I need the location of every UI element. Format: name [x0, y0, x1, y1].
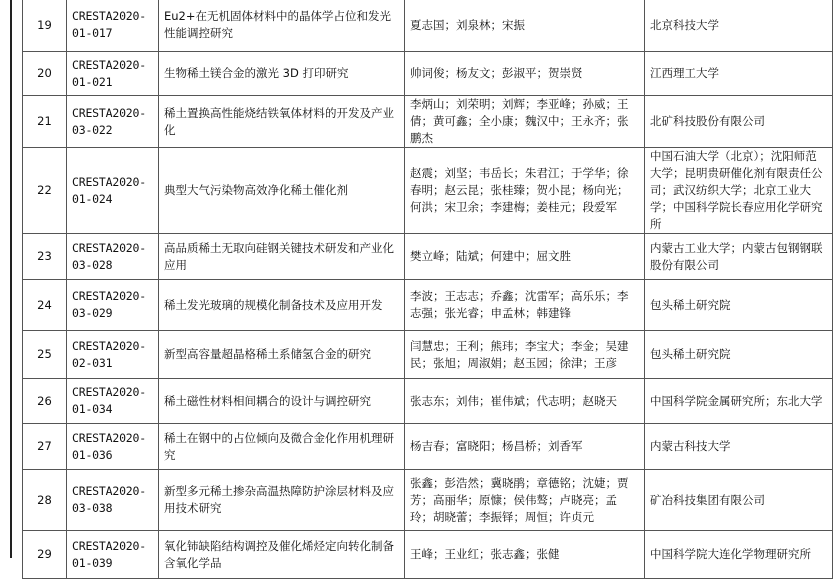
- authors-cell: 李波；王志志；乔鑫；沈雷军；高乐乐；李志强；张光睿；申孟林；韩建锋: [405, 280, 645, 331]
- authors-cell: 王峰；王业红；张志鑫；张健: [405, 531, 645, 579]
- table-row: [23, 52, 833, 96]
- project-code-cell: [67, 331, 159, 379]
- row-number-cell: 29: [23, 531, 67, 579]
- row-number-cell: 24: [23, 280, 67, 331]
- project-code-cell: [67, 234, 159, 280]
- table-row: [23, 280, 833, 331]
- table-row: [23, 531, 833, 579]
- project-code-suffix: 01-024: [72, 191, 113, 206]
- row-number-cell: 21: [23, 96, 67, 148]
- project-code-prefix: CRESTA2020-: [72, 9, 146, 23]
- row-number-cell: 27: [23, 424, 67, 470]
- project-code-suffix: 03-028: [72, 257, 113, 272]
- table-row: [23, 0, 833, 52]
- table-row: [23, 470, 833, 531]
- project-name-cell: 新型多元稀土掺杂高温热障防护涂层材料及应用技术研究: [159, 470, 405, 531]
- project-code-cell: [67, 379, 159, 424]
- organizations-cell: 北京科技大学: [645, 0, 833, 52]
- row-number-cell: 20: [23, 52, 67, 96]
- authors-cell: 张志东；刘伟；崔伟斌；代志明；赵晓天: [405, 379, 645, 424]
- table-row: [23, 424, 833, 470]
- table-row: [23, 234, 833, 280]
- project-name-cell: 高品质稀土无取向硅钢关键技术研发和产业化应用: [159, 234, 405, 280]
- authors-cell: 杨吉春；富晓阳；杨昌桥；刘香军: [405, 424, 645, 470]
- row-number-cell: 26: [23, 379, 67, 424]
- organizations-cell: 内蒙古科技大学: [645, 424, 833, 470]
- row-number-cell: 22: [23, 148, 67, 234]
- project-code-prefix: CRESTA2020-: [72, 385, 146, 399]
- page-left-rule: [10, 0, 12, 558]
- table-row: [23, 331, 833, 379]
- project-code-suffix: 01-034: [72, 402, 113, 416]
- row-number-cell: 25: [23, 331, 67, 379]
- organizations-cell: 中国科学院金属研究所；东北大学: [645, 379, 833, 424]
- organizations-cell: 包头稀土研究院: [645, 280, 833, 331]
- project-code-prefix: CRESTA2020-: [72, 538, 146, 553]
- row-number-cell: 23: [23, 234, 67, 280]
- project-code-prefix: CRESTA2020-: [72, 57, 146, 72]
- table-row: [23, 96, 833, 148]
- project-name-cell: 稀土在钢中的占位倾向及微合金化作用机理研究: [159, 424, 405, 470]
- project-code-cell: [67, 470, 159, 531]
- award-table-body: [23, 0, 833, 579]
- authors-cell: 李炳山；刘荣明；刘辉；李亚峰；孙威；王倩；黄可鑫；全小康；魏汉中；王永齐；张鹏杰: [405, 96, 645, 148]
- project-name-cell: 稀土磁性材料相间耦合的设计与调控研究: [159, 379, 405, 424]
- organizations-cell: 北矿科技股份有限公司: [645, 96, 833, 148]
- authors-cell: 樊立峰；陆斌；何建中；屈文胜: [405, 234, 645, 280]
- project-code-cell: [67, 0, 159, 52]
- project-code-cell: [67, 52, 159, 96]
- organizations-cell: 中国科学院大连化学物理研究所: [645, 531, 833, 579]
- project-name-cell: 稀土发光玻璃的规模化制备技术及应用开发: [159, 280, 405, 331]
- authors-cell: 帅词俊；杨友文；彭淑平；贺崇贤: [405, 52, 645, 96]
- project-code-prefix: CRESTA2020-: [72, 105, 146, 120]
- organizations-cell: 包头稀土研究院: [645, 331, 833, 379]
- organizations-cell: 内蒙古工业大学；内蒙古包钢钢联股份有限公司: [645, 234, 833, 280]
- row-number-cell: 19: [23, 0, 67, 52]
- project-code-suffix: 03-029: [72, 306, 113, 320]
- project-code-suffix: 03-038: [72, 501, 113, 515]
- project-code-cell: [67, 280, 159, 331]
- authors-cell: 夏志国；刘泉林；宋振: [405, 0, 645, 52]
- project-code-suffix: 01-017: [72, 26, 113, 40]
- project-code-prefix: CRESTA2020-: [72, 430, 146, 445]
- project-name-cell: 稀土置换高性能烧结铁氧体材料的开发及产业化: [159, 96, 405, 148]
- project-code-suffix: 01-021: [72, 74, 113, 89]
- project-name-cell: 典型大气污染物高效净化稀土催化剂: [159, 148, 405, 234]
- project-code-prefix: CRESTA2020-: [72, 174, 146, 189]
- project-name-cell: 生物稀土镁合金的激光 3D 打印研究: [159, 52, 405, 96]
- project-name-cell: 新型高容量超晶格稀土系储氢合金的研究: [159, 331, 405, 379]
- organizations-cell: 江西理工大学: [645, 52, 833, 96]
- authors-cell: 闫慧忠；王利；熊玮；李宝犬；李金；吴建民；张旭；周淑娟；赵玉园；徐津；王彦: [405, 331, 645, 379]
- project-code-prefix: CRESTA2020-: [72, 338, 146, 353]
- award-table: [22, 0, 833, 579]
- project-code-prefix: CRESTA2020-: [72, 289, 146, 303]
- row-number-cell: 28: [23, 470, 67, 531]
- project-code-cell: [67, 148, 159, 234]
- project-name-cell: 氧化铈缺陷结构调控及催化烯烃定向转化制备含氧化学品: [159, 531, 405, 579]
- table-row: [23, 148, 833, 234]
- project-code-cell: [67, 424, 159, 470]
- authors-cell: 张鑫；彭浩然；冀晓鹃；章德铭；沈婕；贾芳；高丽华；原慷；侯伟骜；卢晓亮；孟玲；胡晓蕾；李振铎；周恒；许贞元: [405, 470, 645, 531]
- project-code-cell: [67, 531, 159, 579]
- project-code-cell: [67, 96, 159, 148]
- organizations-cell: 矿冶科技集团有限公司: [645, 470, 833, 531]
- project-code-suffix: 01-036: [72, 447, 113, 462]
- authors-cell: 赵震；刘坚；韦岳长；朱君江；于学华；徐春明；赵云昆；张桂臻；贺小昆；杨向光；何洪；宋卫余；李建梅；姜桂元；段爱军: [405, 148, 645, 234]
- project-code-suffix: 01-039: [72, 555, 113, 570]
- project-code-suffix: 02-031: [72, 355, 113, 370]
- project-code-prefix: CRESTA2020-: [72, 484, 146, 498]
- project-code-prefix: CRESTA2020-: [72, 240, 146, 255]
- table-row: [23, 379, 833, 424]
- organizations-cell: 中国石油大学（北京）；沈阳师范大学；昆明贵研催化剂有限责任公司；武汉纺织大学；北京工业大学；中国科学院长春应用化学研究所: [645, 148, 833, 234]
- project-name-cell: Eu2+在无机固体材料中的晶体学占位和发光性能调控研究: [159, 0, 405, 52]
- project-code-suffix: 03-022: [72, 122, 113, 137]
